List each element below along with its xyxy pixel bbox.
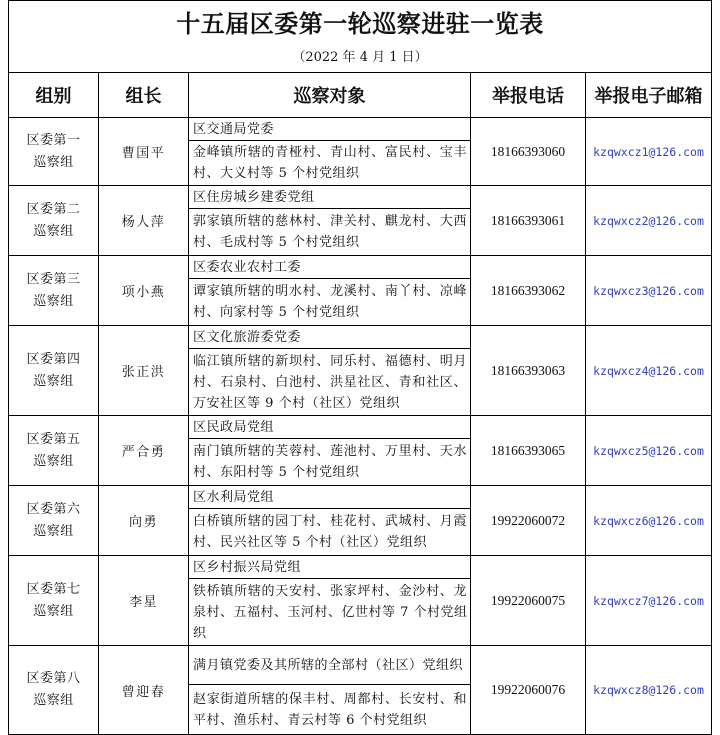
title-block xyxy=(9,1,711,45)
group-name-line: 区委第三 xyxy=(26,271,81,287)
target-secondary xyxy=(189,141,470,185)
target-line: 区水利局党组 xyxy=(193,489,275,505)
group-name-line: 巡察组 xyxy=(33,373,74,389)
phone-cell xyxy=(471,256,586,325)
phone-cell xyxy=(471,416,586,485)
group-name-line: 区委第七 xyxy=(26,581,81,597)
target-line: 区文化旅游委党委 xyxy=(193,329,302,345)
target-line: 区委农业农村工委 xyxy=(193,259,302,275)
target-line: 谭家镇所辖的明水村、龙溪村、南丫村、凉峰 xyxy=(193,284,467,299)
target-line: 郭家镇所辖的慈林村、津关村、麒龙村、大西 xyxy=(193,214,467,229)
inspection-table xyxy=(8,0,712,735)
target-line: 村、大义村等 5 个村党组织 xyxy=(193,166,360,181)
target-cell xyxy=(189,326,471,415)
target-line: 泉村、五福村、玉河村、亿世村等 7 个村党组 xyxy=(193,604,468,620)
report-email-link[interactable]: kzqwxcz8@126.com xyxy=(593,683,704,697)
target-line: 白桥镇所辖的园丁村、桂花村、武城村、月霞 xyxy=(193,514,467,529)
group-name-line: 区委第五 xyxy=(26,431,81,447)
target-primary xyxy=(189,326,470,349)
target-cell xyxy=(189,118,471,185)
target-line: 满月镇党委及其所辖的全部村（社区）党组织 xyxy=(193,657,464,673)
target-cell xyxy=(189,186,471,255)
group-name xyxy=(26,579,80,623)
target-line: 南门镇所辖的芙蓉村、莲池村、万里村、天水 xyxy=(193,444,467,459)
table-row xyxy=(9,256,711,326)
phone-cell xyxy=(471,486,586,555)
table-row xyxy=(9,326,711,416)
target-line: 区交通局党委 xyxy=(193,121,275,137)
report-phone: 18166393062 xyxy=(490,282,566,298)
report-phone: 19922060076 xyxy=(490,682,566,697)
leader-name: 杨人萍 xyxy=(121,215,166,230)
email-cell xyxy=(586,118,711,185)
date-subtitle: （2022 年 4 月 1 日） xyxy=(292,50,428,65)
group-name-line: 巡察组 xyxy=(33,223,74,239)
group-name xyxy=(26,130,80,174)
target-primary xyxy=(189,646,470,685)
email-cell xyxy=(586,556,711,645)
target-primary xyxy=(189,118,470,141)
table-row xyxy=(9,118,711,186)
report-email-link[interactable]: kzqwxcz2@126.com xyxy=(593,213,704,228)
target-primary xyxy=(189,186,470,209)
leader-name: 曾迎春 xyxy=(121,684,166,700)
target-primary xyxy=(189,556,470,579)
table-body xyxy=(9,118,711,734)
group-name xyxy=(26,199,80,243)
group-cell xyxy=(9,256,99,325)
report-email-link[interactable]: kzqwxcz3@126.com xyxy=(593,283,704,298)
group-name-line: 巡察组 xyxy=(33,523,74,539)
table-row xyxy=(9,646,711,734)
target-line: 区乡村振兴局党组 xyxy=(193,559,302,575)
column-header-targets: 巡察对象 xyxy=(189,73,471,117)
leader-name: 严合勇 xyxy=(121,445,166,460)
target-cell xyxy=(189,646,471,734)
target-line: 村、毛成村等 5 个村党组织 xyxy=(193,235,360,250)
group-cell xyxy=(9,186,99,255)
target-cell xyxy=(189,486,471,555)
target-cell xyxy=(189,256,471,325)
group-name-line: 区委第二 xyxy=(26,201,81,217)
phone-cell xyxy=(471,186,586,255)
report-email-link[interactable]: kzqwxcz1@126.com xyxy=(593,144,704,159)
target-cell xyxy=(189,556,471,645)
target-line: 村、民兴社区等 5 个村（社区）党组织 xyxy=(193,535,428,550)
leader-cell xyxy=(99,416,189,485)
target-cell xyxy=(189,416,471,485)
leader-cell xyxy=(99,646,189,734)
target-line: 织 xyxy=(193,625,207,641)
report-phone: 18166393065 xyxy=(490,442,566,458)
report-email-link[interactable]: kzqwxcz7@126.com xyxy=(593,593,704,608)
table-row xyxy=(9,186,711,256)
target-line: 区民政局党组 xyxy=(193,419,275,435)
group-name xyxy=(26,269,80,313)
leader-cell xyxy=(99,326,189,415)
target-secondary xyxy=(189,579,470,645)
target-line: 村、石泉村、白池村、洪星社区、青和社区、 xyxy=(193,374,467,390)
target-secondary xyxy=(189,439,470,485)
report-phone: 18166393063 xyxy=(490,362,566,378)
target-line: 临江镇所辖的新坝村、同乐村、福德村、明月 xyxy=(193,353,467,369)
column-header-email: 举报电子邮箱 xyxy=(594,86,703,107)
group-cell xyxy=(9,646,99,734)
leader-cell xyxy=(99,256,189,325)
target-secondary xyxy=(189,685,470,734)
group-cell xyxy=(9,118,99,185)
group-name-line: 区委第四 xyxy=(26,351,81,367)
leader-name: 项小燕 xyxy=(121,285,166,300)
email-cell xyxy=(586,186,711,255)
group-name xyxy=(26,499,80,543)
report-email-link[interactable]: kzqwxcz4@126.com xyxy=(593,363,704,378)
group-name xyxy=(26,668,80,712)
email-cell xyxy=(586,416,711,485)
leader-cell xyxy=(99,186,189,255)
target-primary xyxy=(189,256,470,279)
table-row xyxy=(9,556,711,646)
report-phone: 18166393060 xyxy=(490,143,566,159)
group-cell xyxy=(9,416,99,485)
target-line: 铁桥镇所辖的天安村、张家坪村、金沙村、龙 xyxy=(193,583,467,599)
report-email-link[interactable]: kzqwxcz6@126.com xyxy=(593,513,704,528)
group-name-line: 区委第八 xyxy=(26,671,81,686)
target-primary xyxy=(189,486,470,509)
target-line: 区住房城乡建委党组 xyxy=(193,189,315,205)
target-secondary xyxy=(189,279,470,325)
group-name xyxy=(26,349,80,393)
leader-name: 张正洪 xyxy=(121,365,166,380)
email-cell xyxy=(586,256,711,325)
group-name-line: 巡察组 xyxy=(33,453,74,469)
group-cell xyxy=(9,326,99,415)
leader-name: 李星 xyxy=(128,595,158,610)
group-name-line: 区委第一 xyxy=(26,132,81,148)
target-primary xyxy=(189,416,470,439)
report-phone: 18166393061 xyxy=(490,212,566,228)
email-cell xyxy=(586,646,711,734)
group-name-line: 巡察组 xyxy=(33,154,74,170)
leader-name: 向勇 xyxy=(128,515,158,530)
target-line: 赵家街道所辖的保丰村、周都村、长安村、和 xyxy=(193,691,467,707)
column-header-phone: 举报电话 xyxy=(471,73,586,117)
target-line: 万安社区等 9 个村（社区）党组织 xyxy=(193,395,401,411)
report-phone: 19922060075 xyxy=(490,592,566,608)
phone-cell xyxy=(471,556,586,645)
report-phone: 19922060072 xyxy=(490,512,566,528)
phone-cell xyxy=(471,118,586,185)
leader-cell xyxy=(99,556,189,645)
target-line: 村、向家村等 5 个村党组织 xyxy=(193,305,360,320)
table-row xyxy=(9,486,711,556)
group-name xyxy=(26,429,80,473)
leader-cell xyxy=(99,486,189,555)
group-name-line: 巡察组 xyxy=(33,293,74,309)
group-name-line: 区委第六 xyxy=(26,501,81,517)
target-line: 平村、渔乐村、青云村等 6 个村党组织 xyxy=(193,712,428,728)
table-row xyxy=(9,416,711,486)
page-title: 十五届区委第一轮巡察进驻一览表 xyxy=(176,9,544,38)
group-name-line: 巡察组 xyxy=(33,603,74,619)
phone-cell xyxy=(471,326,586,415)
report-email-link[interactable]: kzqwxcz5@126.com xyxy=(593,443,704,458)
target-line: 金峰镇所辖的青桠村、青山村、富民村、宝丰 xyxy=(193,145,467,160)
leader-cell xyxy=(99,118,189,185)
target-line: 村、东阳村等 5 个村党组织 xyxy=(193,465,360,480)
email-cell xyxy=(586,486,711,555)
date-block xyxy=(9,45,711,73)
target-secondary xyxy=(189,349,470,415)
group-cell xyxy=(9,556,99,645)
table-header xyxy=(9,73,711,118)
target-secondary xyxy=(189,509,470,555)
column-header-group: 组别 xyxy=(9,73,99,117)
phone-cell xyxy=(471,646,586,734)
email-cell xyxy=(586,326,711,415)
target-secondary xyxy=(189,209,470,255)
group-cell xyxy=(9,486,99,555)
leader-name: 曹国平 xyxy=(121,146,166,161)
column-header-leader: 组长 xyxy=(99,73,189,117)
group-name-line: 巡察组 xyxy=(33,693,74,708)
